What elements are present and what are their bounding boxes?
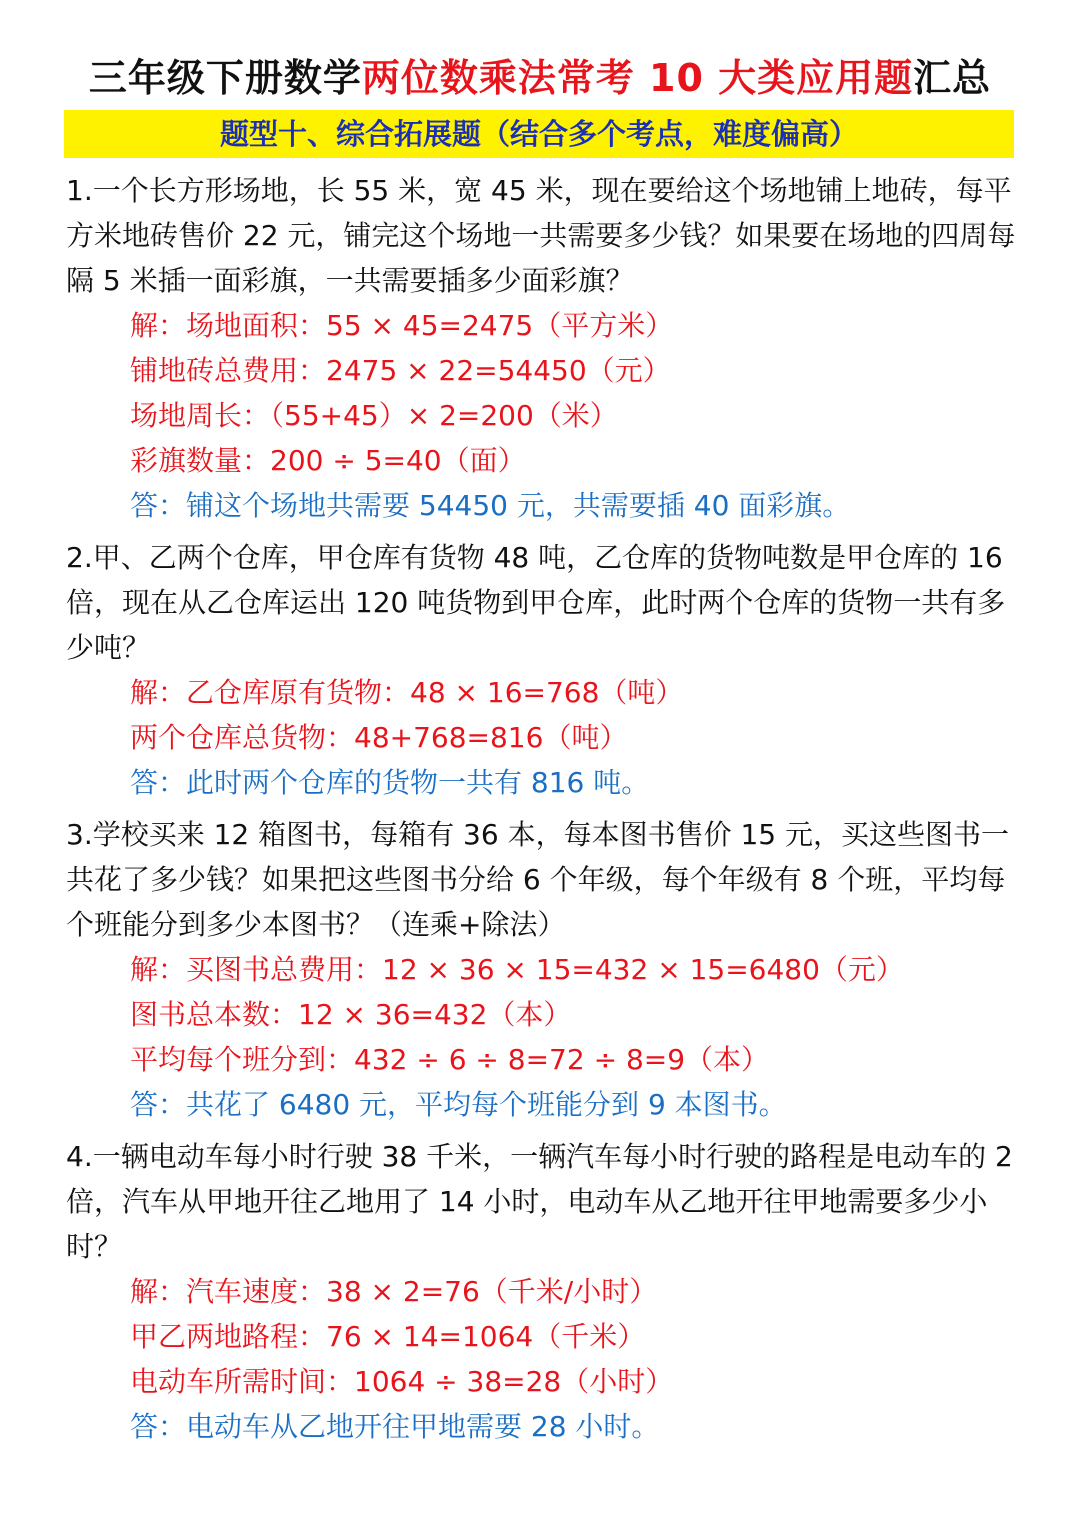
- solution-step: 铺地砖总费用：2475 × 22=54450（元）: [130, 354, 671, 387]
- solution-step: 图书总本数：12 × 36=432（本）: [130, 998, 572, 1031]
- solution-block: [66, 947, 1016, 1127]
- solution-block: [66, 303, 1016, 528]
- solution-step: 解：场地面积：55 × 45=2475（平方米）: [130, 309, 674, 342]
- solution-step: 彩旗数量：200 ÷ 5=40（面）: [130, 444, 526, 477]
- solution-step: 解：乙仓库原有货物：48 × 16=768（吨）: [130, 676, 684, 709]
- page-title: [0, 52, 1080, 104]
- solution-block: [66, 670, 1016, 805]
- title-part-grade: 三年级下册数学: [88, 56, 362, 100]
- question-text: 2.甲、乙两个仓库，甲仓库有货物 48 吨，乙仓库的货物吨数是甲仓库的 16 倍，现在从乙仓库运出 120 吨货物到甲仓库，此时两个仓库的货物一共有多少吨？: [66, 541, 1006, 664]
- question-text: 3.学校买来 12 箱图书，每箱有 36 本，每本图书售价 15 元，买这些图书一共花了多少钱？如果把这些图书分给 6 个年级，每个年级有 8 个班，平均每个班能分到多少本图书？（连乘+除法）: [66, 818, 1010, 941]
- section-banner: 题型十、综合拓展题（结合多个考点，难度偏高）: [64, 110, 1014, 158]
- question-text: 1.一个长方形场地，长 55 米，宽 45 米，现在要给这个场地铺上地砖，每平方米地砖售价 22 元，铺完这个场地一共需要多少钱？如果要在场地的四周每隔 5 米插一面彩旗，一共需要插多少面彩旗？: [66, 174, 1016, 297]
- question-text: 4.一辆电动车每小时行驶 38 千米，一辆汽车每小时行驶的路程是电动车的 2 倍，汽车从甲地开往乙地用了 14 小时，电动车从乙地开往甲地需要多少小时？: [66, 1140, 1013, 1263]
- question-1: [66, 168, 1016, 528]
- question-4: [66, 1134, 1016, 1449]
- solution-block: [66, 1269, 1016, 1449]
- answer-line: 答：此时两个仓库的货物一共有 816 吨。: [130, 766, 650, 799]
- solution-step: 甲乙两地路程：76 × 14=1064（千米）: [130, 1320, 646, 1353]
- solution-step: 解：汽车速度：38 × 2=76（千米/小时）: [130, 1275, 658, 1308]
- solution-step: 平均每个班分到：432 ÷ 6 ÷ 8=72 ÷ 8=9（本）: [130, 1043, 770, 1076]
- title-part-summary: 汇总: [913, 56, 992, 100]
- answer-line: 答：铺这个场地共需要 54450 元，共需要插 40 面彩旗。: [130, 489, 851, 522]
- answer-line: 答：共花了 6480 元，平均每个班能分到 9 本图书。: [130, 1088, 787, 1121]
- answer-line: 答：电动车从乙地开往甲地需要 28 小时。: [130, 1410, 660, 1443]
- solution-step: 场地周长：（55+45）× 2=200（米）: [130, 399, 618, 432]
- solution-step: 解：买图书总费用：12 × 36 × 15=432 × 15=6480（元）: [130, 953, 904, 986]
- question-2: [66, 535, 1016, 805]
- solution-step: 两个仓库总货物：48+768=816（吨）: [130, 721, 628, 754]
- title-part-topic: 两位数乘法常考 10 大类应用题: [361, 56, 914, 100]
- solution-step: 电动车所需时间：1064 ÷ 38=28（小时）: [130, 1365, 674, 1398]
- question-3: [66, 812, 1016, 1127]
